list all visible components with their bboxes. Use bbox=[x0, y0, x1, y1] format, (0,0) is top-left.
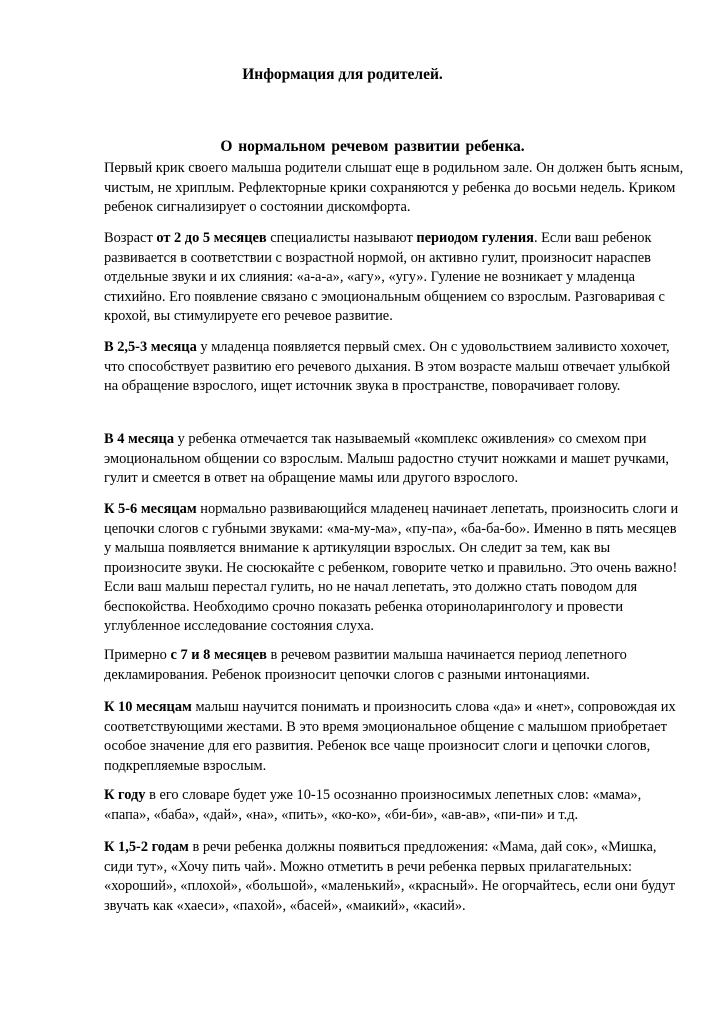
page-subtitle: О нормальном речевом развитии ребенка. bbox=[220, 138, 525, 155]
paragraph-first-cry: Первый крик своего малыша родители слышат еще в родильном зале. Он должен быть ясным, чистым, не хриплым. Рефлекторные крики сохраняются у ребенка до восьми недель. Криком ребенок сигнализирует о состоянии дискомфорта. bbox=[104, 160, 684, 215]
paragraph-5-6-months: К 5-6 месяцам нормально развивающийся младенец начинает лепетать, произносить слоги и цепочки слогов с губными звуками: «ма-му-ма», «пу-па», «ба-ба-бо». Именно в пять месяцев у малыша появляется внимание к артикуляции взрослых. Он следит за тем, как вы произносите звуки. Не сюсюкайте с ребенком, говорите четко и правильно. Это очень важно! Если ваш малыш перестал гулить, но не начал лепетать, это должно стать поводом для беспокойства. Необходимо срочно показать ребенка оториноларингологу и провести углубленное исследование состояния слуха. bbox=[104, 501, 679, 634]
paragraph-cooing: Возраст от 2 до 5 месяцев специалисты называют периодом гуления. Если ваш ребенок развивается в соответствии с возрастной нормой, он активно гулит, произносит нараспев отдельные звуки и их слияния: «а-а-а», «агу», «угу». Гуление не возникает у младенца стихийно. Его появление связано с эмоциональным общением со взрослым. Разговаривая с крохой, вы стимулируете его речевое развитие. bbox=[104, 230, 665, 324]
paragraph-1-5-2-years: К 1,5-2 годам в речи ребенка должны появиться предложения: «Мама, дай сок», «Мишка, сиди тут», «Хочу пить чай». Можно отметить в речи ребенка первых прилагательных: «хороший», «плохой», «большой», «маленький», «красный». Не огорчайтесь, если они будут звучать как «хаеси», «пахой», «басей», «маикий», «касий». bbox=[104, 839, 676, 914]
paragraph-2-5-months: В 2,5-3 месяца у младенца появляется первый смех. Он с удовольствием заливисто хохочет, что способствует развитию его речевого дыхания. В этом возрасте малыш отвечает улыбкой на обращение взрослого, ищет источник звука в пространстве, поворачивает голову. bbox=[104, 339, 671, 394]
paragraph-4-months: В 4 месяца у ребенка отмечается так называемый «комплекс оживления» со смехом при эмоциональном общении со взрослым. Малыш радостно стучит ножками и машет ручками, гулит и смеется в ответ на обращение мамы или другого взрослого. bbox=[104, 431, 669, 486]
paragraph-7-8-months: Примерно с 7 и 8 месяцев в речевом развитии малыша начинается период лепетного декламирования. Ребенок произносит цепочки слогов с разными интонациями. bbox=[104, 647, 627, 683]
page-title: Информация для родителей. bbox=[242, 66, 443, 83]
paragraph-one-year: К году в его словаре будет уже 10-15 осознанно произносимых лепетных слов: «мама», «папа», «баба», «дай», «на», «пить», «ко-ко», «би-би», «ав-ав», «пи-пи» и т.д. bbox=[104, 787, 642, 823]
paragraph-10-months: К 10 месяцам малыш научится понимать и произносить слова «да» и «нет», сопровождая их соответствующими жестами. В это время эмоциональное общение с малышом приобретает особое значение для его развития. Ребенок все чаще произносит слоги и цепочки слогов, подкрепляемые взрослым. bbox=[104, 699, 676, 774]
